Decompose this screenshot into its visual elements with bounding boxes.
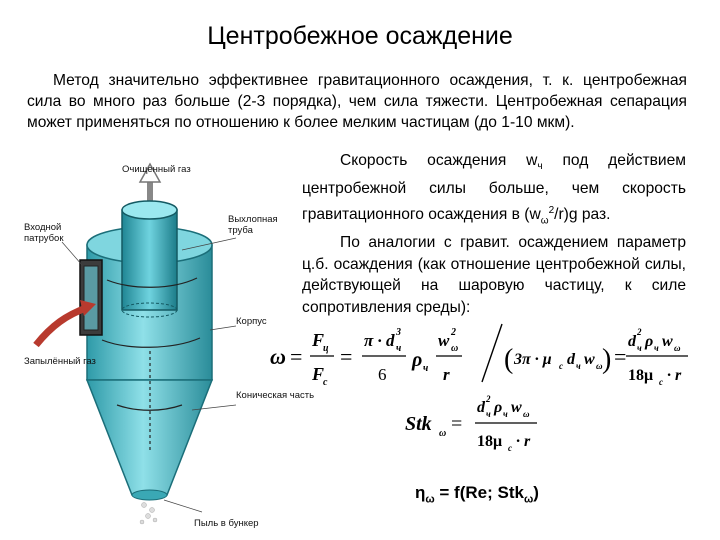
- svg-text:ч: ч: [396, 343, 402, 354]
- svg-text:с: с: [659, 377, 663, 387]
- svg-text:6: 6: [378, 365, 387, 384]
- svg-text:3π · μ: 3π · μ: [514, 351, 552, 368]
- svg-text:2: 2: [451, 327, 456, 338]
- svg-text:ч: ч: [576, 361, 581, 371]
- inlet-pipe: [80, 260, 102, 335]
- label-dust: Пыль в бункер: [194, 518, 259, 529]
- svg-text:w: w: [438, 331, 450, 350]
- svg-text:ω: ω: [451, 343, 459, 354]
- stokes-formula: [395, 390, 595, 460]
- svg-text:ч: ч: [486, 409, 491, 419]
- svg-text:ω: ω: [674, 343, 681, 353]
- svg-text:(: (: [504, 344, 514, 375]
- svg-text:ч: ч: [637, 343, 642, 353]
- svg-text:ц: ц: [323, 343, 329, 354]
- svg-text:ρ: ρ: [412, 349, 423, 371]
- formula-omega: ω: [270, 344, 286, 369]
- cyclone-diagram: [22, 150, 315, 540]
- svg-text:d: d: [477, 399, 485, 416]
- svg-text:w: w: [511, 399, 522, 416]
- omega-formula: [270, 318, 710, 396]
- efficiency-relation: $\eta_\omega = f(Re$; Stk$_\omega$): [415, 483, 539, 506]
- label-exhaust: Выхлопная труба: [228, 214, 278, 236]
- intro-text: Метод значительно эффективнее гравитационного осаждения, т. к. центробежная сила во много раз больше (2-3 порядка), чем сила тяжести. Центробежная сепарация может применяться по отношению к более мелким частицам (до 1-10 мкм).: [27, 72, 687, 131]
- svg-text:ω: ω: [523, 409, 530, 419]
- svg-text:ρ: ρ: [494, 399, 503, 416]
- svg-text:w: w: [584, 351, 595, 368]
- svg-text:ω: ω: [439, 428, 447, 439]
- svg-text:ч: ч: [503, 409, 508, 419]
- velocity-paragraph: Скорость осаждения $w_ч$ под действием центробежной силы больше, чем скорость гравитационного осаждения в $(w_\omega^2/r)g$ раз.: [302, 152, 686, 226]
- dusty-gas-arrow: [36, 308, 86, 345]
- slide-title: Центробежное осаждение: [207, 22, 513, 50]
- svg-text:F: F: [312, 364, 325, 384]
- stk-label: Stk: [405, 413, 432, 435]
- svg-text:2: 2: [637, 327, 642, 337]
- label-inlet: Входной патрубок: [24, 222, 64, 244]
- label-clean-gas: Очищенный газ: [122, 164, 191, 175]
- svg-text:ω: ω: [596, 361, 603, 371]
- svg-text:ч: ч: [654, 343, 659, 353]
- label-body: Корпус: [236, 316, 267, 327]
- svg-text:3: 3: [396, 327, 401, 338]
- right-text-block: [302, 150, 686, 319]
- svg-text:с: с: [559, 361, 563, 371]
- svg-text:w: w: [662, 333, 673, 350]
- svg-text:18μ: 18μ: [477, 433, 503, 450]
- svg-text:F: F: [312, 330, 325, 350]
- exhaust-tube: [122, 201, 177, 317]
- svg-text:d: d: [628, 333, 636, 350]
- svg-text:ρ: ρ: [645, 333, 654, 350]
- svg-text:=: =: [340, 344, 353, 369]
- intro-paragraph: [27, 70, 687, 133]
- svg-text:=: =: [451, 413, 463, 435]
- label-dusty-gas: Запылённый газ: [24, 356, 96, 367]
- svg-text:): ): [602, 344, 612, 375]
- svg-text:ч: ч: [423, 363, 429, 374]
- svg-text:· r: · r: [516, 433, 531, 450]
- analogy-paragraph: По аналогии с гравит. осаждением параметр ц.б. осаждения (как отношение центробежной силы, действующей на шаровую частицу, к силе сопротивления среды):: [302, 233, 686, 317]
- svg-text:с: с: [508, 443, 512, 453]
- svg-text:· r: · r: [667, 367, 682, 384]
- svg-text:18μ: 18μ: [628, 367, 654, 384]
- svg-text:=: =: [614, 344, 627, 369]
- label-conical: Коническая часть: [236, 390, 315, 401]
- svg-text:с: с: [323, 377, 328, 388]
- formula-eq1: =: [290, 344, 303, 369]
- svg-text:π · d: π · d: [364, 331, 395, 350]
- svg-text:r: r: [443, 365, 450, 384]
- svg-text:d: d: [567, 351, 575, 368]
- dust-particles: [140, 503, 157, 525]
- svg-text:2: 2: [486, 394, 491, 404]
